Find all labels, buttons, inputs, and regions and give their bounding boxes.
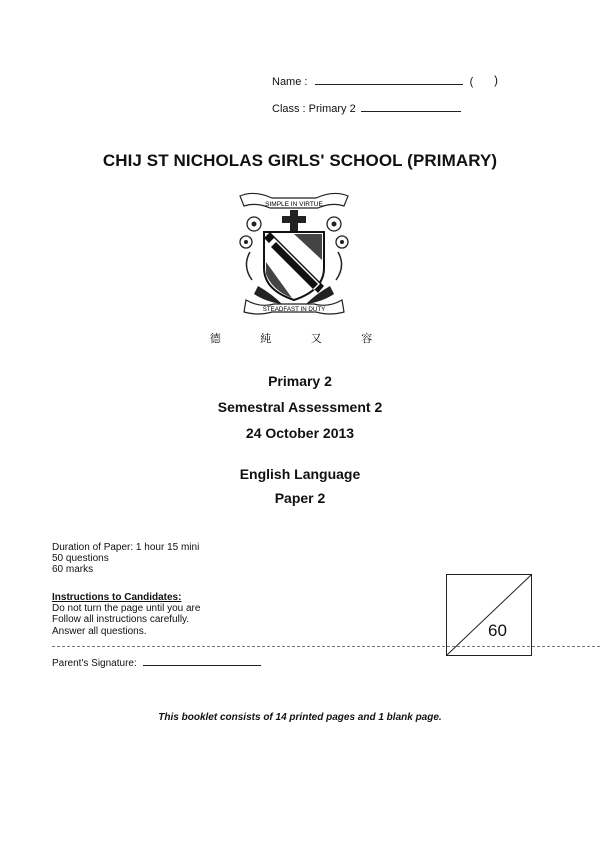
instruction-item: Do not turn the page until you are xyxy=(52,603,201,614)
signature-blank-line xyxy=(143,656,261,666)
chinese-motto: 德 純 又 容 xyxy=(209,332,391,345)
index-paren-open: ( xyxy=(469,76,474,88)
exam-date: 24 October 2013 xyxy=(245,425,355,441)
name-label: Name : xyxy=(272,76,308,88)
instructions-heading: Instructions to Candidates: xyxy=(52,592,182,603)
crest-motto-top: SIMPLE IN VIRTUE xyxy=(265,201,323,208)
booklet-note: This booklet consists of 14 printed pages and 1 blank page. xyxy=(158,712,442,723)
duration-text: Duration of Paper: 1 hour 15 mini xyxy=(52,542,200,553)
parent-signature-field xyxy=(52,656,261,669)
class-field xyxy=(272,101,461,115)
school-name: CHIJ ST NICHOLAS GIRLS' SCHOOL (PRIMARY) xyxy=(102,151,498,170)
parent-signature-label: Parent's Signature: xyxy=(52,658,137,669)
instruction-item: Follow all instructions carefully. xyxy=(52,614,190,625)
name-field xyxy=(272,74,473,88)
crest-motto-bottom: STEADFAST IN DUTY xyxy=(262,306,326,313)
subject-title: English Language xyxy=(239,466,361,482)
assessment-title: Semestral Assessment 2 xyxy=(217,399,383,415)
paper-title: Paper 2 xyxy=(274,490,326,506)
class-label: Class : Primary 2 xyxy=(272,103,356,115)
mark-box xyxy=(446,574,532,656)
name-blank-line xyxy=(315,74,463,85)
level-title: Primary 2 xyxy=(268,373,332,389)
index-paren-close: ) xyxy=(494,73,498,87)
questions-count: 50 questions xyxy=(52,553,109,564)
mark-box-diagonal xyxy=(447,575,531,655)
mark-total: 60 xyxy=(488,621,507,640)
class-blank-line xyxy=(361,101,461,112)
instruction-item: Answer all questions. xyxy=(52,626,147,637)
total-marks: 60 marks xyxy=(52,564,94,575)
school-crest-icon xyxy=(232,190,356,316)
